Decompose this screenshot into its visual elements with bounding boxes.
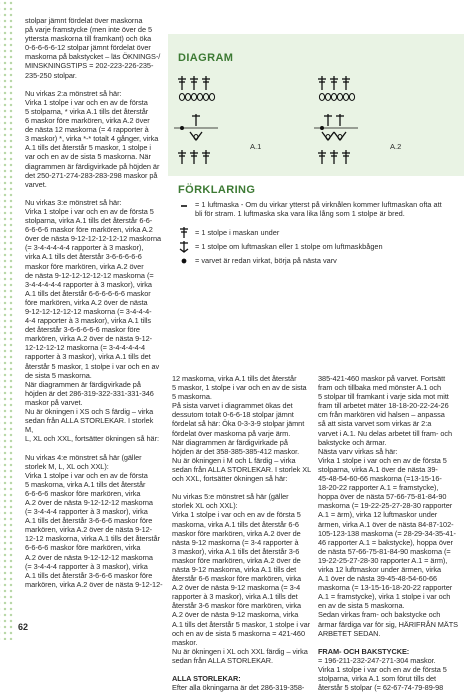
- treble-stitch-icon: [178, 226, 190, 239]
- text-column-left: [25, 16, 163, 589]
- chart-label-a2: A.2: [390, 142, 402, 151]
- legend-text: = varvet är redan virkat, börja på nästa varv: [195, 256, 337, 265]
- legend-text: = 1 stolpe om luftmaskan eller 1 stolpe om luftmaskbågen: [195, 242, 383, 251]
- paragraph: 385-421-460 maskor på varvet. Fortsätt fram och tillbaka med mönster A.1 och 5 stolpar till framkant i varje sida mot mitt fram till arbetet mäter 18-18-20-22-24-26 cm från markören vid halsen – anpassa så att sista varvet som virkas är 2:a varvet i A.1. Nu delas arbetet till fram- och bakstycke och ärmar. Nästa varv virkas så här: Virka 1 stolpe i var och en av de första 5 stolparna, virka A.1 över de nästa 39- 45-48-54-60-66 maskorna (=13-15-16- 18-20-22 rapporter A.1 = framstycke), hoppa över de nästa 57-66-75-81-84-90 maskorna (= 19-22-25-27-28-30 rapporter A.1 = ärm), virka 12 luftmaskor under ärmen, virka A.1 över de nästa 84-87-102- 105-123-138 maskorna (= 28-29-34-35-41- 46 rapporter A.1 = bakstycke), hoppa över de nästa 57-66-75-81-84-90 maskorna (= 19-22-25-27-28-30 rapporter A.1 = ärm), virka 12 luftmaskor under ärmen, virka A.1 över de nästa 39-45-48-54-60-66 maskorna (= 13-15-16-18-20-22 rapporter A.1 = framstycke), virka 1 stolpe i var och en av de sista 5 maskorna. Sedan virkas fram- och bakstycke och ärmar färdiga var för sig, HÄRIFRÅN MÄTS ARBETET SEDAN.: [318, 374, 459, 638]
- treble-row-top: [178, 76, 210, 90]
- treble-in-chain-icon: [178, 240, 190, 253]
- start-dot-icon: [178, 257, 190, 265]
- treble-row-bottom: [178, 150, 210, 164]
- chain-stitch-icon: [178, 202, 190, 210]
- chain-arc-row: [322, 132, 346, 140]
- paragraph: Nu virkas 2:a mönstret så här: Virka 1 stolpe i var och en av de första 5 stolparna, * virka A.1 tills det återstår 6 maskor före markören, virka A.2 över de nästa 12 maskorna (= 4 rapporter à 3 maskor) *, virka *-* totalt 4 gånger, virka A.1 tills det återstår 5 maskor, 1 stolpe i var och en av de sista 5 maskorna. När diagrammen är färdigvirkade på höjden är det 250-271-274-283-283-298 maskor på varvet.: [25, 88, 160, 189]
- chain-row: [319, 94, 354, 101]
- start-dot-icon: [180, 126, 184, 130]
- paragraph: Efter alla ökningarna är det 286-319-358-: [172, 683, 305, 692]
- chart-a2: [314, 76, 358, 164]
- decorative-dot-border: [0, 0, 14, 640]
- legend-text: = 1 luftmaska - Om du virkar ytterst på virknålen kommer luftmaskan ofta att bli för stram. 1 luftmaska ska vara lika lång som 1 stolpe är bred.: [195, 200, 442, 219]
- page-number: 62: [18, 622, 29, 632]
- paragraph: Nu virkas 3:e mönstret så här: Virka 1 stolpe i var och en av de första 5 stolparna, virka A.1 tills det återstår 6-6- 6-6-6-6 maskor före markören, virka A.2 över de nästa 9-12-12-12-12-12 maskorna (= 3-4-4-4-4-4 rapporter à 3 maskor), virka A.1 tills det återstår 3-6-6-6-6-6 maskor före markören, virka A.2 över de nästa 9-12-12-12-12-12 maskorna (= 3-4-4-4-4-4 rapporter à 3 maskor), virka A.1 tills det återstår 6-6-6-6-6-6 maskor före markören, virka A.2 över de nästa 9-12-12-12-12-12 maskorna (= 3-4-4-4- 4-4 rapporter à 3 maskor), virka A.1 tills det återstår 3-6-6-6-6-6 maskor före markören, virka A.2 över de nästa 9-12- 12-12-12-12 maskorna (= 3-4-4-4-4-4 rapporter à 3 maskor), virka A.1 tills det återstår 5 maskor, 1 stolpe i var och en av de sista 5 maskorna. När diagrammen är färdigvirkade på höjden är det 286-319-322-331-331-346 maskor på varvet. Nu är ökningen i XS och S färdig – virka sedan från ALLA STORLEKAR. I storlek M, L, XL och XXL, fortsätter ökningen så här:: [25, 197, 162, 444]
- chain-arc-row: [190, 132, 202, 140]
- paragraph: = 196-211-232-247-271-304 maskor. Virka 1 stolpe i var och en av de första 5 stolparna, virka A.1 som förut tills det återstår 5 stolpar (= 62-67-74-79-89-98: [318, 655, 447, 692]
- treble-row-middle: [192, 114, 200, 126]
- text-column-middle: [172, 374, 312, 692]
- treble-row-bottom: [318, 150, 350, 164]
- diagram-title: DIAGRAM: [178, 52, 234, 64]
- legend-title: FÖRKLARING: [178, 184, 256, 196]
- start-dot-icon: [320, 126, 324, 130]
- chart-a1: [174, 76, 218, 164]
- paragraph: stolpar jämnt fördelat över maskorna på varje framstycke (men inte över de 5 yttersta maskorna till framkant) och öka 0-6-6-6-6-12 stolpar jämnt fördelat över maskorna på bakstycket – läs ÖKNINGS-/ MINSKNINGSTIPS = 202-223-226-235- 235-250 stolpar.: [25, 16, 161, 80]
- chain-row: [179, 94, 214, 101]
- treble-row-middle: [324, 114, 344, 126]
- crochet-diagram: [168, 34, 464, 176]
- section-heading: ALLA STORLEKAR:: [172, 674, 241, 684]
- paragraph: 12 maskorna, virka A.1 tills det återstår 5 maskor, 1 stolpe i var och en av de sista 5 maskorna. På sista varvet i diagrammet ökas det dessutom totalt 0-6-6-18 stolpar jämnt fördelat så här: Öka 0-3-3-9 stolpar jämnt fördelat över maskorna på varje ärm. När diagrammen är färdigvirkade på höjden är det 358-385-385-412 maskor. Nu är ökningen i M och L färdig – virka sedan från ALLA STORLEKAR. I storlek XL och XXL, fortsätter ökningen så här:: [172, 374, 312, 484]
- legend-text: = 1 stolpe i maskan under: [195, 228, 280, 237]
- paragraph: Nu virkas 5:e mönstret så här (gäller storlek XL och XXL): Virka 1 stolpe i var och en av de första 5 maskorna, virka A.1 tills det återstår 6-6 maskor före markören, virka A.2 över de nästa 9-12 maskorna (= 3-4 rapporter à 3 maskor), virka A.1 tills det återstår 3-6 maskor före markören, virka A.2 över de nästa 9-12 maskorna, virka A.1 tills det återstår 6-6 maskor före markören, virka A.2 över de nästa 9-12 maskorna (= 3-4 rapporter à 3 maskor), virka A.1 tills det återstår 3-6 maskor före markören, virka A.2 över de nästa 9-12 maskorna, virka A.1 tills det återstår 5 maskor, 1 stolpe i var och en av de sista 5 maskorna = 421-460 maskor. Nu är ökningen i XL och XXL färdig – virka sedan från ALLA STORLEKAR.: [172, 492, 311, 665]
- text-column-right: [318, 374, 458, 692]
- treble-row-top: [318, 76, 350, 90]
- section-heading: FRAM- OCH BAKSTYCKE:: [318, 646, 410, 656]
- chart-label-a1: A.1: [250, 142, 262, 151]
- paragraph: Nu virkas 4:e mönstret så här (gäller storlek M, L, XL och XXL): Virka 1 stolpe i var och en av de första 5 maskorna, virka A.1 tills det återstår 6-6-6-6 maskor före markören, virka A.2 över de nästa 9-12-12-12 maskorna (= 3-4-4-4 rapporter à 3 maskor), virka A.1 tills det återstår 3-6-6-6 maskor före markören, virka A.2 över de nästa 9-12- 12-12 maskorna, virka A.1 tills det återstår 6-6-6-6 maskor före markören, virka A.2 över de nästa 9-12-12-12 maskorna (= 3-4-4-4 rapporter à 3 maskor), virka A.1 tills det återstår 3-6-6-6 maskor före markören, virka A.2 över de nästa 9-12-12-: [25, 452, 163, 589]
